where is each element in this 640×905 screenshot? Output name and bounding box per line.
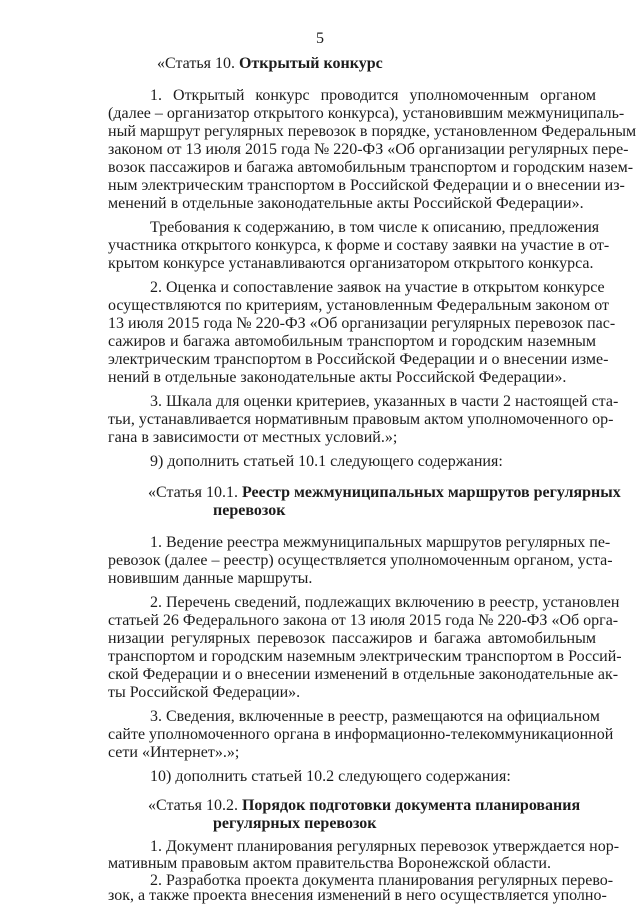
article-10-p2-line: Требования к содержанию, в том числе к описанию, предложения [150,219,600,236]
article-10-p1-line: возок пассажиров и багажа автомобильным транспортом и городским назем- [108,159,634,176]
article-10-heading-title: Открытый конкурс [238,55,383,72]
article-10-2-heading-title-2: регулярных перевозок [213,815,377,832]
article-10-1-p2-line: 2. Перечень сведений, подлежащих включению в реестр, установлен [150,594,620,611]
article-10-p3-line: осуществляются по критериям, установленным Федеральным законом от [108,297,609,314]
article-10-1-heading-title: Реестр межмуниципальных маршрутов регулярных [241,484,621,501]
article-10-2-heading [148,797,580,815]
article-10-1-p2-line: ской Федерации и о внесении изменений в отдельные законодательные ак- [108,666,619,683]
article-10-1-heading-prefix: «Статья 10.1. [148,484,242,501]
article-10-1-p2-line: ты Российской Федерации». [108,684,301,701]
article-10-heading [157,55,383,73]
article-10-1-p1-line: ревозок (далее – реестр) осуществляется уполномоченным органом, уста- [108,552,613,569]
article-10-2-heading-prefix: «Статья 10.2. [148,797,242,814]
article-10-p1-line: ным электрическим транспортом в Российской Федерации и о внесении из- [108,177,625,194]
article-10-p1-line: ный маршрут регулярных перевозок в порядке, установленном Федеральным [108,123,637,140]
article-10-p3-line: электрическим транспортом в Российской Федерации и о внесении изме- [108,351,609,368]
article-10-p3-line: нений в отдельные законодательные акты Российской Федерации». [108,369,567,386]
article-10-1-heading [148,484,621,502]
article-10-p2-line: участника открытого конкурса, к форме и составу заявки на участие в от- [108,237,610,254]
article-10-1-heading-cont [213,502,285,520]
article-10-2-heading-title: Порядок подготовки документа планирования [241,797,581,814]
amendment-item-9: 9) дополнить статьей 10.1 следующего содержания: [150,453,503,470]
article-10-1-p3-line: 3. Сведения, включенные в реестр, размещаются на официальном [150,708,600,725]
article-10-p1-line: 1. Открытый конкурс проводится уполномоченным органом [150,87,596,104]
article-10-2-p1-line: 1. Документ планирования регулярных перевозок утверждается нор- [150,838,620,855]
article-10-1-p3-line: сайте уполномоченного органа в информационно-телекоммуникационной [108,726,614,743]
article-10-1-p2-line: низации регулярных перевозок пассажиров и багажа автомобильным [108,630,596,647]
article-10-p3-line: 13 июля 2015 года № 220-ФЗ «Об организации регулярных перевозок пас- [108,315,616,332]
article-10-p4-line: 3. Шкала для оценки критериев, указанных в части 2 настоящей ста- [150,393,619,410]
article-10-1-p2-line: статьей 26 Федерального закона от 13 июля 2015 года № 220-ФЗ «Об орга- [108,612,619,629]
article-10-1-p3-line: сети «Интернет».»; [108,744,240,761]
page-number: 5 [316,30,324,47]
article-10-p2-line: крытом конкурсе устанавливаются организатором открытого конкурса. [108,255,594,272]
article-10-heading-prefix: «Статья 10. [157,55,239,72]
article-10-2-p1-line: мативным правовым актом правительства Воронежской области. [108,855,551,872]
article-10-1-p1-line: 1. Ведение реестра межмуниципальных маршрутов регулярных пе- [150,534,611,551]
article-10-p4-line: тьи, устанавливается нормативным правовым актом уполномоченного ор- [108,411,614,428]
article-10-p3-line: сажиров и багажа автомобильным транспортом и городским наземным [108,333,596,350]
amendment-item-10: 10) дополнить статьей 10.2 следующего содержания: [150,768,511,785]
article-10-p1-line: (далее – организатор открытого конкурса), установившим межмуниципаль- [108,105,625,122]
article-10-2-p2-line: 2. Разработка проекта документа планирования регулярных перево- [150,872,614,889]
article-10-p4-line: гана в зависимости от местных условий.»; [108,429,398,446]
article-10-1-heading-title-2: перевозок [213,502,286,519]
article-10-1-p2-line: транспортом и городским наземным электрическим транспортом в Россий- [108,648,622,665]
article-10-2-heading-cont [213,815,377,833]
article-10-p1-line: менений в отдельные законодательные акты Российской Федерации». [108,195,584,212]
article-10-p3-line: 2. Оценка и сопоставление заявок на участие в открытом конкурсе [150,279,605,296]
article-10-2-p2-line: зок, а также проекта внесения изменений в него осуществляется уполно- [108,887,607,904]
article-10-p1-line: законом от 13 июля 2015 года № 220-ФЗ «Об организации регулярных пере- [108,141,629,158]
article-10-1-p1-line: новившим данные маршруты. [108,570,313,587]
